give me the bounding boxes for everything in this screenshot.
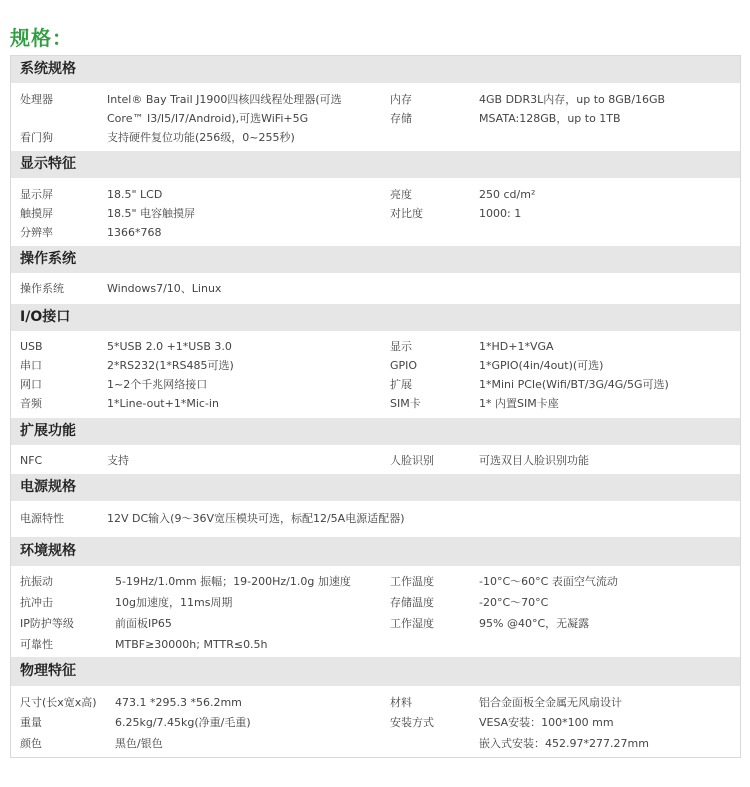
shock-value: 10g加速度，11ms周期 [115, 596, 233, 609]
processor-value: Intel® Bay Trail J1900四核四线程处理器(可选 [107, 93, 342, 106]
audio-value: 1*Line-out+1*Mic-in [107, 397, 219, 410]
lan-value: 1~2个千兆网络接口 [107, 378, 208, 391]
spec-row [11, 223, 740, 242]
vibration-value: 5-19Hz/1.0mm 振幅；19-200Hz/1.0g 加速度 [115, 575, 351, 588]
mounting-value: VESA安装：100*100 mm [479, 716, 614, 729]
spec-row [11, 185, 740, 204]
face-recognition-value: 可选双目人脸识别功能 [479, 454, 589, 467]
sim-label: SIM卡 [390, 397, 421, 410]
power-value: 12V DC输入(9～36V宽压模块可选，标配12/5A电源适配器) [107, 512, 405, 525]
weight-value: 6.25kg/7.45kg(净重/毛重) [115, 716, 251, 729]
expansion-value: 1*Mini PCIe(Wifi/BT/3G/4G/5G可选) [479, 378, 669, 391]
gpio-label: GPIO [390, 359, 418, 372]
touch-value: 18.5" 电容触摸屏 [107, 207, 196, 220]
material-label: 材料 [390, 696, 412, 709]
memory-label: 内存 [390, 93, 412, 106]
spec-row [11, 713, 740, 732]
lan-label: 网口 [20, 378, 42, 391]
display-out-value: 1*HD+1*VGA [479, 340, 554, 353]
reliability-value: MTBF≥30000h; MTTR≤0.5h [115, 638, 268, 651]
spec-row [11, 734, 740, 753]
spec-row [11, 635, 740, 654]
spec-row [11, 279, 740, 298]
storage-temp-label: 存储温度 [390, 596, 434, 609]
sim-value: 1* 内置SIM卡座 [479, 397, 559, 410]
contrast-label: 对比度 [390, 207, 423, 220]
os-value: Windows7/10、Linux [107, 282, 222, 295]
display-out-label: 显示 [390, 340, 412, 353]
gpio-value: 1*GPIO(4in/4out)(可选) [479, 359, 604, 372]
storage-label: 存储 [390, 112, 412, 125]
processor-value-cont: Core™ I3/I5/I7/Android),可选WiFi+5G [107, 112, 309, 125]
ip-rating-value: 前面板IP65 [115, 617, 172, 630]
spec-row [11, 572, 740, 591]
nfc-value: 支持 [107, 454, 129, 467]
section-header-os: 操作系统 [11, 246, 740, 273]
spec-row [11, 509, 740, 528]
spec-row [11, 375, 740, 394]
spec-row [11, 356, 740, 375]
contrast-value: 1000: 1 [479, 207, 522, 220]
audio-label: 音频 [20, 397, 42, 410]
weight-label: 重量 [20, 716, 42, 729]
spec-row [11, 204, 740, 223]
operating-temp-label: 工作温度 [390, 575, 434, 588]
page-title: 规格： [10, 26, 73, 50]
spec-row [11, 693, 740, 712]
resolution-label: 分辨率 [20, 226, 53, 239]
reliability-label: 可靠性 [20, 638, 53, 651]
spec-row [11, 614, 740, 633]
screen-value: 18.5" LCD [107, 188, 163, 201]
section-header-environment: 环境规格 [11, 537, 740, 566]
mounting-value-cont: 嵌入式安装：452.97*277.27mm [479, 737, 649, 750]
spec-row [11, 337, 740, 356]
spec-row [11, 593, 740, 612]
section-header-power: 电源规格 [11, 474, 740, 501]
section-header-extension: 扩展功能 [11, 418, 740, 445]
resolution-value: 1366*768 [107, 226, 162, 239]
watchdog-label: 看门狗 [20, 131, 53, 144]
humidity-label: 工作湿度 [390, 617, 434, 630]
screen-label: 显示屏 [20, 188, 53, 201]
spec-row [11, 90, 740, 109]
color-value: 黑色/银色 [115, 737, 163, 750]
size-value: 473.1 *295.3 *56.2mm [115, 696, 242, 709]
spec-row [11, 128, 740, 147]
ip-rating-label: IP防护等级 [20, 617, 74, 630]
processor-label: 处理器 [20, 93, 53, 106]
storage-value: MSATA:128GB，up to 1TB [479, 112, 621, 125]
watchdog-value: 支持硬件复位功能(256级，0~255秒) [107, 131, 295, 144]
memory-value: 4GB DDR3L内存，up to 8GB/16GB [479, 93, 666, 106]
serial-label: 串口 [20, 359, 42, 372]
nfc-label: NFC [20, 454, 43, 467]
usb-value: 5*USB 2.0 +1*USB 3.0 [107, 340, 232, 353]
brightness-value: 250 cd/m² [479, 188, 536, 201]
brightness-label: 亮度 [390, 188, 412, 201]
color-label: 颜色 [20, 737, 42, 750]
mounting-label: 安装方式 [390, 716, 434, 729]
power-label: 电源特性 [20, 512, 64, 525]
spec-row [11, 394, 740, 413]
os-label: 操作系统 [20, 282, 64, 295]
humidity-value: 95% @40°C，无凝露 [479, 617, 590, 630]
section-header-system: 系统规格 [11, 56, 740, 83]
face-recognition-label: 人脸识别 [390, 454, 434, 467]
vibration-label: 抗振动 [20, 575, 53, 588]
expansion-label: 扩展 [390, 378, 412, 391]
shock-label: 抗冲击 [20, 596, 53, 609]
serial-value: 2*RS232(1*RS485可选) [107, 359, 234, 372]
usb-label: USB [20, 340, 43, 353]
section-header-physical: 物理特征 [11, 657, 740, 686]
storage-temp-value: -20°C～70°C [479, 596, 549, 609]
section-header-io: I/O接口 [11, 304, 740, 331]
touch-label: 触摸屏 [20, 207, 53, 220]
section-header-display: 显示特征 [11, 151, 740, 178]
operating-temp-value: -10°C～60°C 表面空气流动 [479, 575, 618, 588]
size-label: 尺寸(长x宽x高) [20, 696, 97, 709]
spec-row [11, 451, 740, 470]
material-value: 铝合金面板全金属无风扇设计 [479, 696, 622, 709]
spec-row [11, 109, 740, 128]
